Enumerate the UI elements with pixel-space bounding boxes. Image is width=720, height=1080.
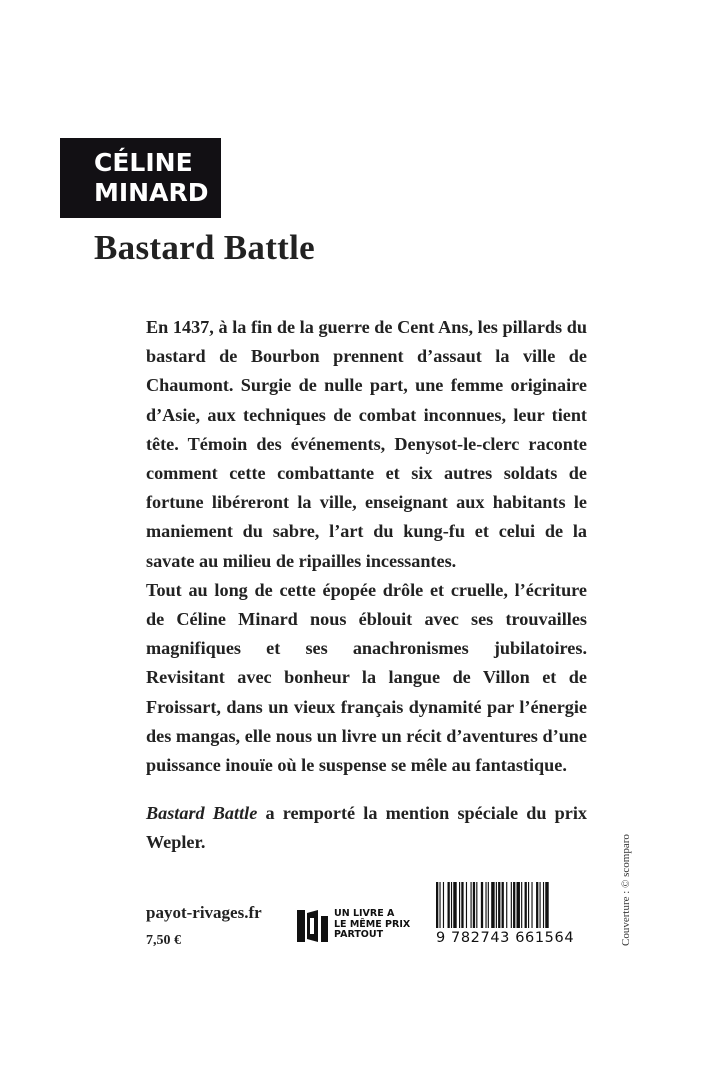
barcode-bar — [525, 882, 527, 928]
barcode-bar — [443, 882, 444, 928]
cover-credit: Couverture : © scomparo — [620, 834, 632, 946]
barcode-bar — [488, 882, 489, 928]
barcode-bar — [511, 882, 512, 928]
prize-text: a remporté la mention spéciale du prix Wepler. — [146, 803, 587, 853]
logo-line-1: UN LIVRE A — [334, 908, 395, 919]
logo-line-3: PARTOUT — [334, 929, 384, 940]
barcode-bar — [521, 882, 522, 928]
barcode-bar — [461, 882, 463, 928]
book-price-logo-text — [334, 909, 410, 941]
barcode-bar — [459, 882, 460, 928]
blurb-paragraph-2: Tout au long de cette épopée drôle et cruelle, l’écriture de Céline Minard nous éblouit avec ses trouvailles magnifiques et ses anachronismes jubilatoires. Revisitant avec bonheur la langue de Villon et de Froissart, dans un vieux français dynamité par l’énergie des mangas, elle nous un livre un récit d’aventures d’une puissance inouïe où le suspense se mêle au fantastique. — [146, 579, 587, 776]
barcode-bar — [528, 882, 529, 928]
barcode-bar — [485, 882, 486, 928]
barcode-bar — [513, 882, 515, 928]
barcode-bar — [531, 882, 532, 928]
barcode-bar — [498, 882, 500, 928]
barcode-bar — [473, 882, 475, 928]
barcode-bar — [471, 882, 472, 928]
book-price: 7,50 € — [146, 933, 181, 948]
back-cover-blurb — [146, 313, 587, 780]
barcode-bar — [540, 882, 541, 928]
barcode-bar — [496, 882, 497, 928]
barcode-bar — [545, 882, 548, 928]
barcode-bar — [436, 882, 438, 928]
barcode-bar — [451, 882, 452, 928]
barcode-bar — [502, 882, 504, 928]
barcode-bar — [543, 882, 544, 928]
barcode-bar — [439, 882, 440, 928]
barcode-bar — [517, 882, 520, 928]
barcode-bar — [448, 882, 450, 928]
book-price-icon — [296, 908, 332, 944]
barcode-bar — [476, 882, 477, 928]
barcode-bar — [536, 882, 538, 928]
logo-line-2: LE MÊME PRIX — [334, 918, 411, 930]
barcode-bar — [491, 882, 494, 928]
barcode-bar — [453, 882, 456, 928]
blurb-paragraph-1: En 1437, à la fin de la guerre de Cent Ans, les pillards du bastard de Bourbon prennent d’assaut la ville de Chaumont. Surgie de nulle part, une femme originaire d’Asie, aux techniques de combat inconnues, leur tient tête. Témoin des événements, Denysot-le-clerc raconte comment cette combattante et six autres soldats de fortune libéreront la ville, enseignant aux habitants le maniement du sabre, l’art du kung-fu et celui de la savate au milieu de ripailles incessantes. — [146, 317, 587, 571]
author-last-name: MINARD — [94, 178, 209, 207]
publisher-website: payot-rivages.fr — [146, 903, 262, 922]
prize-statement — [146, 799, 587, 857]
prize-book-title: Bastard Battle — [146, 803, 258, 823]
isbn-number: 9 782743 661564 — [436, 930, 575, 946]
author-first-name: CÉLINE — [94, 148, 193, 177]
barcode-bar — [481, 882, 483, 928]
barcode-bar — [506, 882, 507, 928]
author-name-block — [60, 138, 221, 218]
barcode-bar — [466, 882, 467, 928]
book-title: Bastard Battle — [94, 228, 315, 267]
